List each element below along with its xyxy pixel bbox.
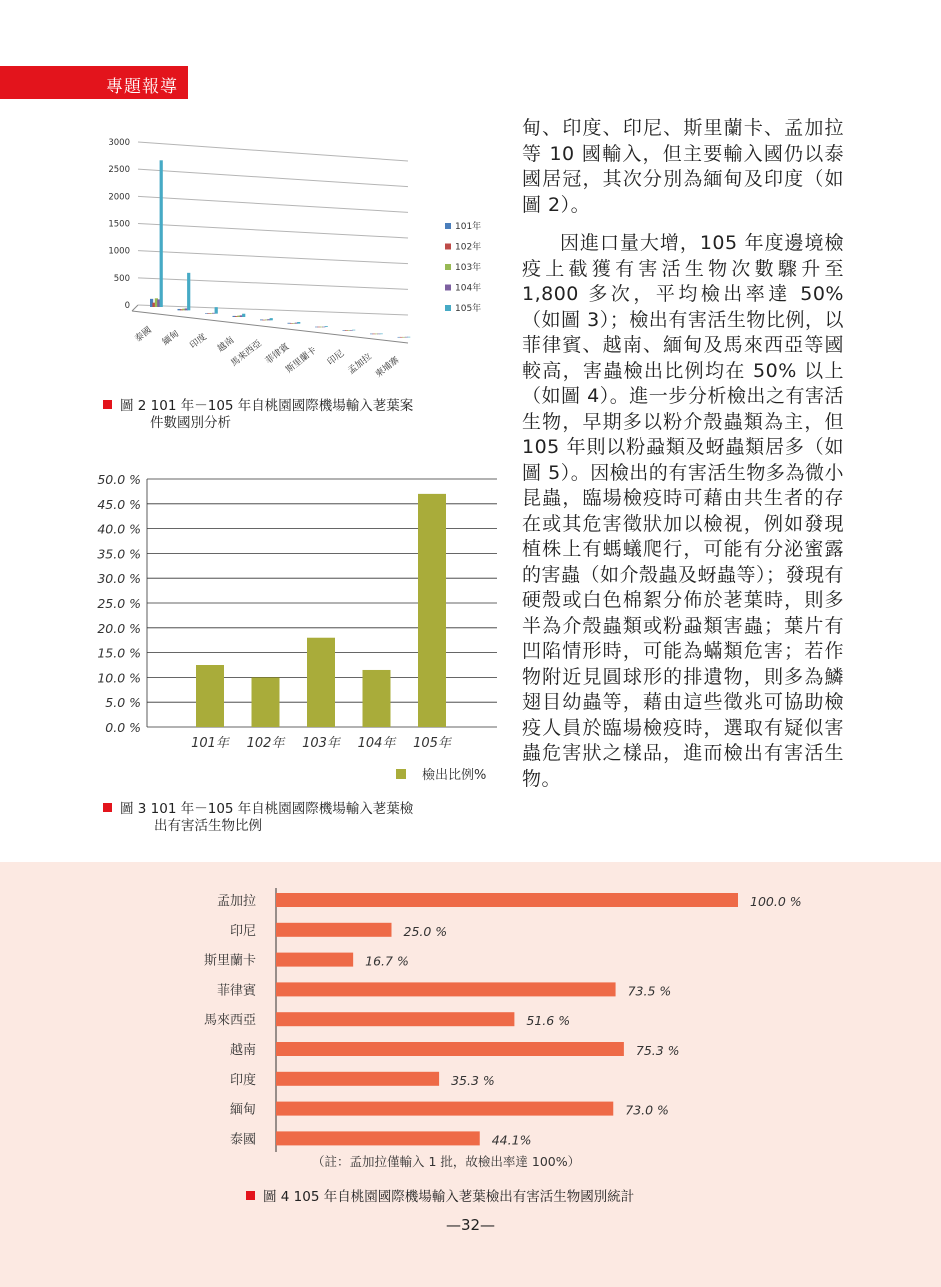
caption-marker	[246, 1191, 255, 1200]
gridline	[138, 196, 408, 212]
bar	[276, 1102, 613, 1116]
figure-4-caption	[246, 1189, 634, 1206]
section-header-bar	[0, 66, 188, 99]
y-tick-label: 越南	[229, 1043, 256, 1058]
x-tick-label: 越南	[215, 335, 237, 355]
y-tick-label: 馬來西亞	[203, 1013, 256, 1029]
x-tick-label: 印尼	[325, 348, 347, 368]
figure-2-chart	[98, 132, 498, 392]
y-tick-label: 25.0 %	[97, 596, 141, 611]
axis-floor-edge	[132, 305, 138, 311]
data-label: 73.0 %	[625, 1102, 669, 1118]
y-tick-label: 500	[113, 273, 130, 284]
gridline	[138, 169, 408, 187]
caption-line: 件數國別分析	[150, 415, 231, 431]
x-tick-label: 102年	[246, 736, 285, 751]
bar	[242, 314, 245, 317]
legend-label: 檢出比例%	[422, 768, 487, 783]
bar	[276, 893, 738, 907]
legend-swatch	[445, 223, 451, 229]
data-label: 100.0 %	[750, 894, 802, 909]
y-tick-label: 50.0 %	[97, 472, 141, 487]
page-number: —32—	[445, 1216, 496, 1234]
legend-swatch	[445, 264, 451, 270]
paragraph: 因進口量大增，105 年度邊境檢疫上截獲有害活生物次數驟升至 1,800 多次，平均檢出率達 50%（如圖 3）；檢出有害活生物比例，以菲律賓、越南、緬甸及馬來西亞等國較高，害蟲檢出比例均在 50% 以上（如圖 4）。進一步分析檢出之有害活生物，早期多以粉介殼蟲類為主，但 105 年則以粉蝨類及蚜蟲類居多（如圖 5）。因檢出的有害活生物多為微小昆蟲，臨場檢疫時可藉由共生者的存在或其危害徵狀加以檢視，例如發現植株上有螞蟻爬行，可能有分泌蜜露的害蟲（如介殼蟲及蚜蟲等）；發現有硬殼或白色棉絮分佈於荖葉時，則多半為介殼蟲類或粉蝨類害蟲；葉片有凹陷情形時，可能為蟎類危害；若作物附近見圓球形的排遺物，則多為鱗翅目幼蟲等，藉由這些徵兆可協助檢疫人員於臨場檢疫時，選取有疑似害蟲危害狀之樣品，進而檢出有害活生物。	[522, 232, 845, 790]
x-tick-label: 菲律賓	[263, 342, 292, 367]
y-tick-label: 0.0 %	[105, 720, 141, 735]
bar	[276, 982, 616, 996]
y-tick-label: 1500	[108, 219, 130, 230]
paragraph: 甸、印度、印尼、斯里蘭卡、孟加拉等 10 國輸入，但主要輸入國仍以泰國居冠，其次分別為緬甸及印度（如圖 2）。	[522, 117, 844, 216]
y-tick-label: 10.0 %	[97, 670, 141, 686]
caption-marker	[103, 803, 112, 812]
x-tick-label: 103年	[302, 736, 340, 751]
caption-marker	[103, 400, 112, 409]
bar	[352, 330, 355, 331]
bar	[196, 665, 224, 727]
legend-label: 103年	[455, 263, 482, 273]
y-tick-label: 孟加拉	[216, 894, 256, 909]
bar	[407, 337, 410, 338]
y-tick-label: 菲律賓	[216, 983, 256, 999]
y-tick-label: 45.0 %	[97, 496, 141, 512]
bar	[187, 273, 190, 310]
bar	[297, 322, 300, 324]
data-label: 51.6 %	[526, 1013, 571, 1029]
section-label: 專題報導	[106, 77, 178, 97]
y-tick-label: 0	[124, 301, 130, 311]
bar	[252, 677, 280, 727]
x-tick-label: 柬埔寨	[373, 355, 402, 380]
bar	[276, 1131, 480, 1145]
legend-label: 104年	[455, 283, 482, 294]
x-tick-label: 泰國	[133, 325, 154, 345]
caption-line: 圖 2 101 年－105 年自桃園國際機場輸入荖葉案	[120, 398, 414, 414]
y-tick-label: 2000	[108, 192, 130, 203]
y-tick-label: 印尼	[229, 923, 256, 939]
y-tick-label: 2500	[108, 165, 130, 176]
y-tick-label: 40.0 %	[97, 521, 141, 537]
bar	[380, 334, 383, 335]
legend-label: 102年	[455, 242, 482, 253]
x-tick-label: 101年	[191, 736, 229, 751]
legend-swatch	[445, 305, 451, 311]
legend-label: 101年	[455, 222, 482, 232]
caption-line: 圖 3 101 年－105 年自桃園國際機場輸入荖葉檢	[120, 801, 414, 817]
x-tick-label: 孟加拉	[346, 352, 374, 377]
article-body	[522, 116, 844, 792]
bar	[276, 953, 353, 967]
bar	[215, 307, 218, 314]
data-label: 35.3 %	[451, 1072, 495, 1088]
bar	[418, 494, 446, 727]
gridline	[138, 142, 408, 161]
data-label: 75.3 %	[635, 1043, 680, 1058]
y-tick-label: 印度	[229, 1072, 256, 1088]
legend-swatch	[445, 285, 451, 291]
figure-4-chart	[180, 882, 820, 1152]
y-tick-label: 20.0 %	[97, 620, 141, 636]
x-tick-label: 斯里蘭卡	[284, 345, 319, 376]
x-tick-label: 緬甸	[160, 328, 182, 348]
figure-3-caption	[103, 801, 413, 835]
bar	[276, 1012, 514, 1026]
bar	[160, 160, 163, 307]
bar	[276, 923, 392, 937]
figure-3-chart	[92, 472, 502, 790]
caption-line: 出有害活生物比例	[154, 818, 262, 834]
data-label: 16.7 %	[365, 953, 409, 969]
gridline	[138, 224, 408, 239]
y-tick-label: 35.0 %	[97, 546, 141, 562]
x-tick-label: 馬來西亞	[229, 338, 264, 369]
y-tick-label: 斯里蘭卡	[203, 953, 256, 969]
bar	[363, 670, 391, 727]
data-label: 44.1%	[491, 1132, 532, 1148]
x-tick-label: 104年	[357, 736, 396, 751]
x-tick-label: 印度	[188, 332, 209, 352]
y-tick-label: 3000	[108, 138, 130, 148]
bar	[276, 1072, 439, 1086]
legend-label: 105年	[455, 304, 482, 314]
bar	[270, 318, 273, 320]
figure-2-caption	[103, 398, 413, 432]
data-label: 73.5 %	[627, 983, 672, 999]
y-tick-label: 泰國	[229, 1132, 256, 1148]
x-tick-label: 105年	[413, 736, 451, 751]
bar	[325, 326, 328, 327]
figure-4-note: （註：孟加拉僅輸入 1 批，故檢出率達 100%）	[312, 1154, 581, 1169]
y-tick-label: 1000	[108, 246, 130, 257]
gridline	[138, 251, 408, 264]
y-tick-label: 5.0 %	[105, 695, 141, 711]
data-label: 25.0 %	[403, 923, 448, 939]
y-tick-label: 30.0 %	[97, 571, 141, 587]
bar	[307, 638, 335, 727]
caption-line: 圖 4 105 年自桃園國際機場輸入荖葉檢出有害活生物國別統計	[263, 1189, 635, 1205]
gridline	[138, 278, 408, 290]
bar	[276, 1042, 624, 1056]
legend-swatch	[396, 769, 406, 779]
y-tick-label: 15.0 %	[97, 645, 141, 661]
legend-swatch	[445, 244, 451, 250]
y-tick-label: 緬甸	[229, 1102, 256, 1118]
